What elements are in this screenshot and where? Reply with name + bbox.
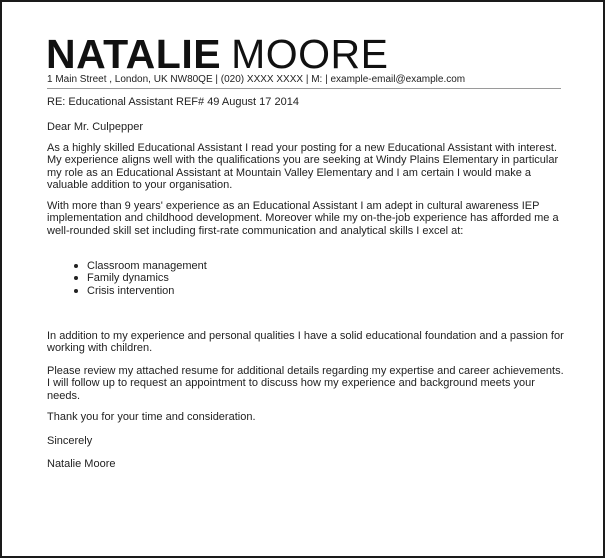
salutation: Dear Mr. Culpepper [47, 121, 143, 133]
paragraph-thanks: Thank you for your time and consideration. [47, 411, 256, 423]
skill-text: Crisis intervention [87, 284, 175, 297]
list-item [74, 272, 207, 284]
name-heading [46, 32, 388, 76]
list-item [74, 260, 207, 272]
contact-line: 1 Main Street , London, UK NW80QE | (020) XXXX XXXX | M: | example-email@example.com [47, 74, 466, 85]
first-name: NATALIE [46, 31, 222, 77]
bullet-icon [74, 264, 78, 268]
paragraph-follow-up: Please review my attached resume for additional details regarding my expertise and career achievements. I will follow up to request an appointment to discuss how my experience and background meets your needs. [47, 365, 564, 402]
closing: Sincerely [47, 435, 93, 447]
skill-text: Family dynamics [87, 272, 169, 285]
last-name: MOORE [231, 31, 389, 77]
skill-text: Classroom management [87, 260, 207, 272]
bullet-icon [74, 276, 78, 280]
paragraph-experience: With more than 9 years' experience as an Educational Assistant I am adept in cultural awareness IEP implementation and childhood development. Moreover while my on-the-job experience has afforded me a well-rounded skill set including first-rate communication and analytical skills I excel at: [47, 200, 559, 237]
list-item [74, 285, 207, 297]
paragraph-education: In addition to my experience and personal qualities I have a solid educational foundation and a passion for working with children. [47, 330, 564, 355]
paragraph-intro: As a highly skilled Educational Assistant I read your posting for a new Educational Assistant with interest. My experience aligns well with the qualifications you are seeking at Windy Plains Elementary in particular my role as an Educational Assistant at Mountain Valley Elementary and I am certain I would make a valuable addition to your organisation. [47, 142, 559, 192]
bullet-icon [74, 289, 78, 293]
skills-list [74, 260, 207, 297]
signature-name: Natalie Moore [47, 458, 116, 470]
header-divider [47, 88, 561, 89]
reference-line: RE: Educational Assistant REF# 49 August 17 2014 [47, 96, 299, 108]
